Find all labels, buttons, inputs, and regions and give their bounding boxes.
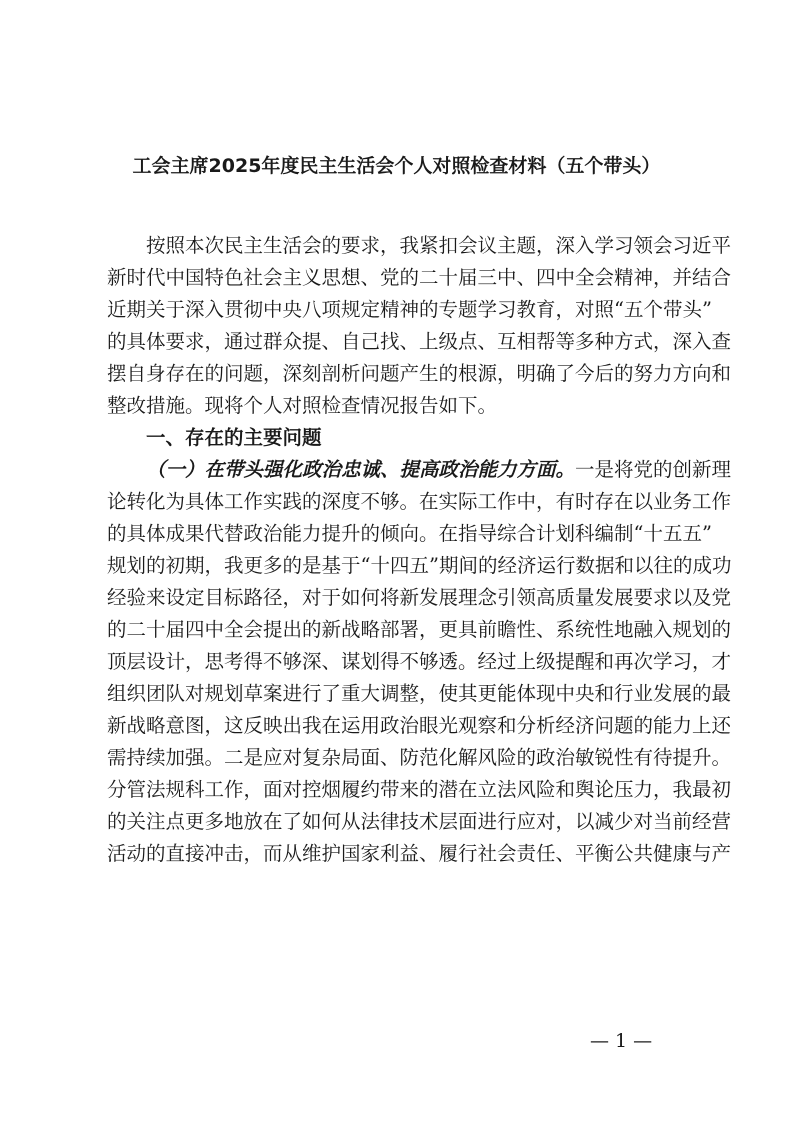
intro-line: 的具体要求，通过群众提、自己找、上级点、互相帮等多种方式，深入查 — [107, 330, 732, 353]
section-line: 的关注点更多地放在了如何从法律技术层面进行应对，以减少对当前经营 — [107, 810, 732, 833]
section-line: 分管法规科工作，面对控烟履约带来的潜在立法风险和舆论压力，我最初 — [107, 778, 732, 801]
page-number: — 1 — — [590, 1030, 653, 1052]
intro-line: 近期关于深入贯彻中央八项规定精神的专题学习教育，对照“五个带头” — [107, 298, 712, 321]
section-line: 需持续加强。二是应对复杂局面、防范化解风险的政治敏锐性有待提升。 — [107, 746, 732, 769]
section-lead-rest: 一是将党的创新理 — [575, 458, 732, 481]
section-line: 组织团队对规划草案进行了重大调整，使其更能体现中央和行业发展的最 — [107, 682, 732, 705]
intro-line: 摆自身存在的问题，深刻剖析问题产生的根源，明确了今后的努力方向和 — [107, 362, 732, 385]
section-lead-line — [107, 454, 732, 486]
subsection-label: （一）在带头强化政治忠诚、提高政治能力方面。 — [146, 458, 576, 481]
intro-line: 整改措施。现将个人对照检查情况报告如下。 — [107, 394, 498, 417]
intro-line: 新时代中国特色社会主义思想、党的二十届三中、四中全会精神，并结合 — [107, 266, 732, 289]
section-line: 经验来设定目标路径，对于如何将新发展理念引领高质量发展要求以及党 — [107, 586, 732, 609]
section-line: 新战略意图，这反映出我在运用政治眼光观察和分析经济问题的能力上还 — [107, 714, 732, 737]
section-paragraph — [107, 454, 732, 870]
section-line: 的具体成果代替政治能力提升的倾向。在指导综合计划科编制“十五五” — [107, 522, 712, 545]
section-line: 的二十届四中全会提出的新战略部署，更具前瞻性、系统性地融入规划的 — [107, 618, 732, 641]
section-line: 活动的直接冲击，而从维护国家利益、履行社会责任、平衡公共健康与产 — [107, 842, 732, 865]
section-line: 论转化为具体工作实践的深度不够。在实际工作中，有时存在以业务工作 — [107, 490, 732, 513]
document-body — [107, 230, 732, 870]
section-line: 顶层设计，思考得不够深、谋划得不够透。经过上级提醒和再次学习，才 — [107, 650, 732, 673]
intro-paragraph — [107, 230, 732, 422]
intro-line: 按照本次民主生活会的要求，我紧扣会议主题，深入学习领会习近平 — [146, 234, 732, 257]
section-line: 规划的初期，我更多的是基于“十四五”期间的经济运行数据和以往的成功 — [107, 554, 732, 577]
section-heading: 一、存在的主要问题 — [146, 426, 322, 449]
document-title: 工会主席2025年度民主生活会个人对照检查材料（五个带头） — [132, 155, 661, 177]
